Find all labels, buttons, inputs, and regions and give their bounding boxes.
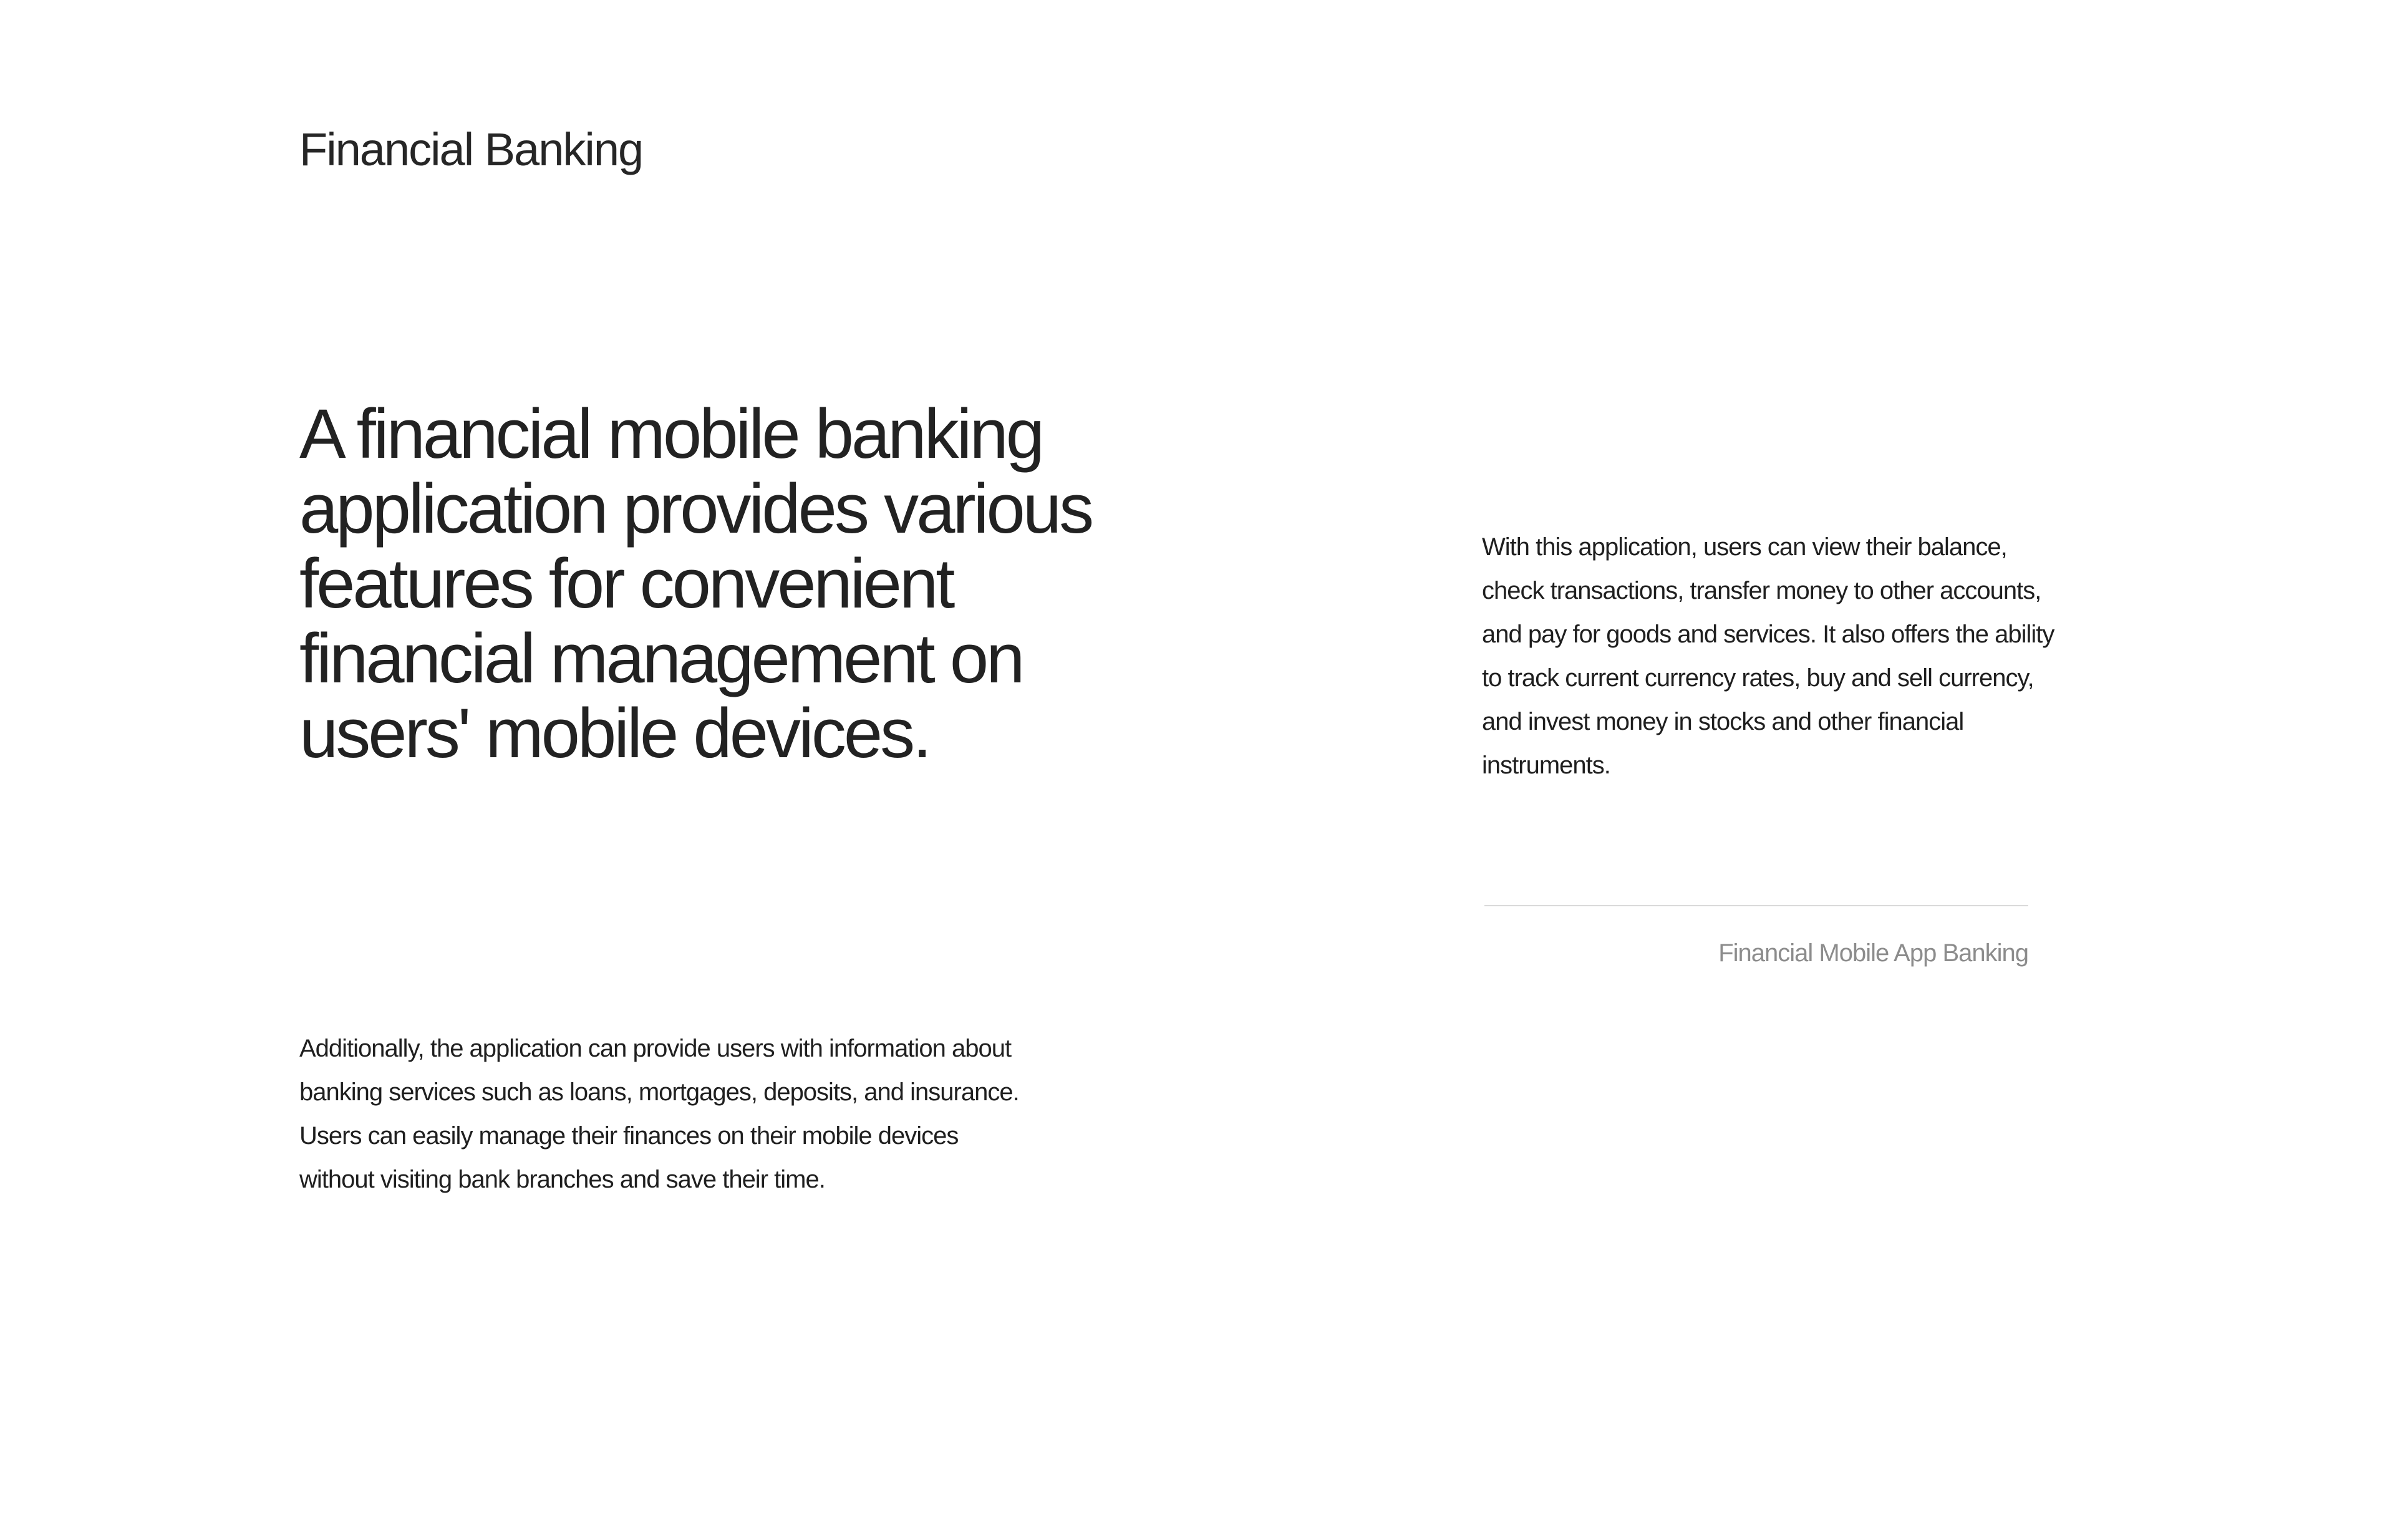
divider [1484, 905, 2028, 906]
description-paragraph-right: With this application, users can view their balance, check transactions, transfer money to other accounts, and pay for goods and services. It also offers the ability to track current currency rates, buy and sell currency, and invest money in stocks and other financial instruments. [1482, 533, 2054, 779]
headline: A financial mobile banking application provides various features for convenient financial management on users' mobile devices. [299, 395, 1092, 772]
brand-title: Financial Banking [299, 123, 643, 175]
description-paragraph-left: Additionally, the application can provide users with information about banking services such as loans, mortgages, deposits, and insurance. Users can easily manage their finances on their mobile devices without visiting bank branches and save their time. [299, 1035, 1019, 1193]
caption: Financial Mobile App Banking [1718, 939, 2028, 967]
